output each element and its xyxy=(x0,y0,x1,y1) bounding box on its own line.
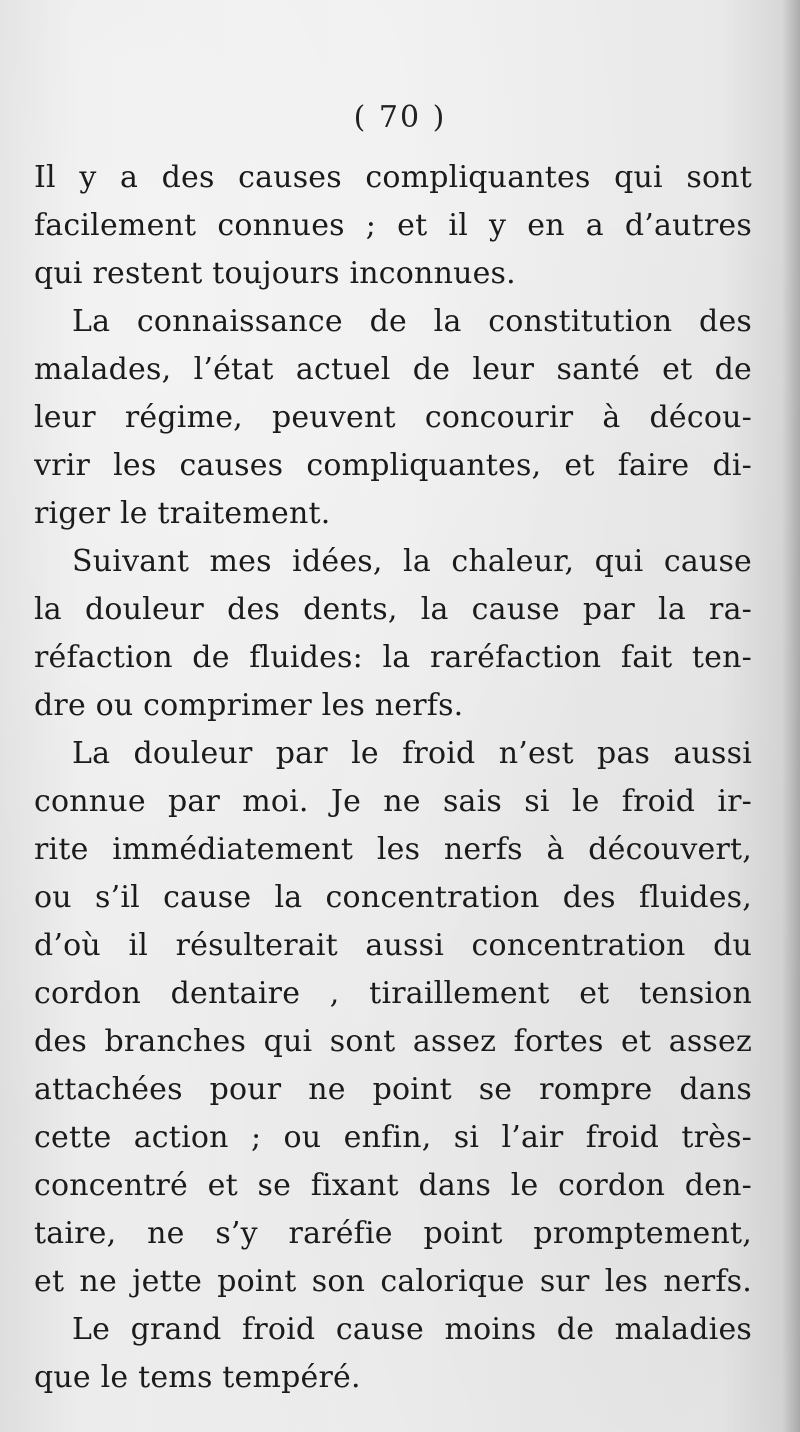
text-line: que le tems tempéré. xyxy=(34,1360,361,1395)
text-line: dre ou comprimer les nerfs. xyxy=(34,688,464,723)
text-line: cette action ; ou enfin, si l’air froid très- xyxy=(34,1120,752,1155)
page-number: ( 70 ) xyxy=(353,100,447,135)
text-line: Suivant mes idées, la chaleur, qui cause xyxy=(72,544,752,579)
text-line: qui restent toujours inconnues. xyxy=(34,256,516,291)
text-line: facilement connues ; et il y en a d’autres xyxy=(34,208,752,243)
text-line: leur régime, peuvent concourir à décou- xyxy=(34,400,752,435)
text-line: réfaction de fluides: la raréfaction fait ten- xyxy=(34,640,752,675)
text-line: ou s’il cause la concentration des fluides, xyxy=(34,880,752,915)
text-line: La connaissance de la constitution des xyxy=(72,304,752,339)
text-line: taire, ne s’y raréfie point promptement, xyxy=(34,1216,752,1251)
text-line: rite immédiatement les nerfs à découvert, xyxy=(34,832,752,867)
text-line: riger le traitement. xyxy=(34,496,331,531)
text-line: cordon dentaire , tiraillement et tension xyxy=(34,976,752,1011)
text-line: Il y a des causes compliquantes qui sont xyxy=(34,160,752,195)
text-line: Le grand froid cause moins de maladies xyxy=(72,1312,752,1347)
text-line: La douleur par le froid n’est pas aussi xyxy=(72,736,752,771)
text-line: vrir les causes compliquantes, et faire di- xyxy=(34,448,752,483)
text-line: connue par moi. Je ne sais si le froid ir- xyxy=(34,784,752,819)
text-line: attachées pour ne point se rompre dans xyxy=(34,1072,752,1107)
text-line: malades, l’état actuel de leur santé et de xyxy=(34,352,752,387)
text-line: concentré et se fixant dans le cordon den- xyxy=(34,1168,752,1203)
text-line: et ne jette point son calorique sur les nerfs. xyxy=(34,1264,752,1299)
text-line: d’où il résulterait aussi concentration du xyxy=(34,928,752,963)
text-line: la douleur des dents, la cause par la ra- xyxy=(34,592,752,627)
text-line: des branches qui sont assez fortes et assez xyxy=(34,1024,752,1059)
body-text xyxy=(34,154,752,1402)
